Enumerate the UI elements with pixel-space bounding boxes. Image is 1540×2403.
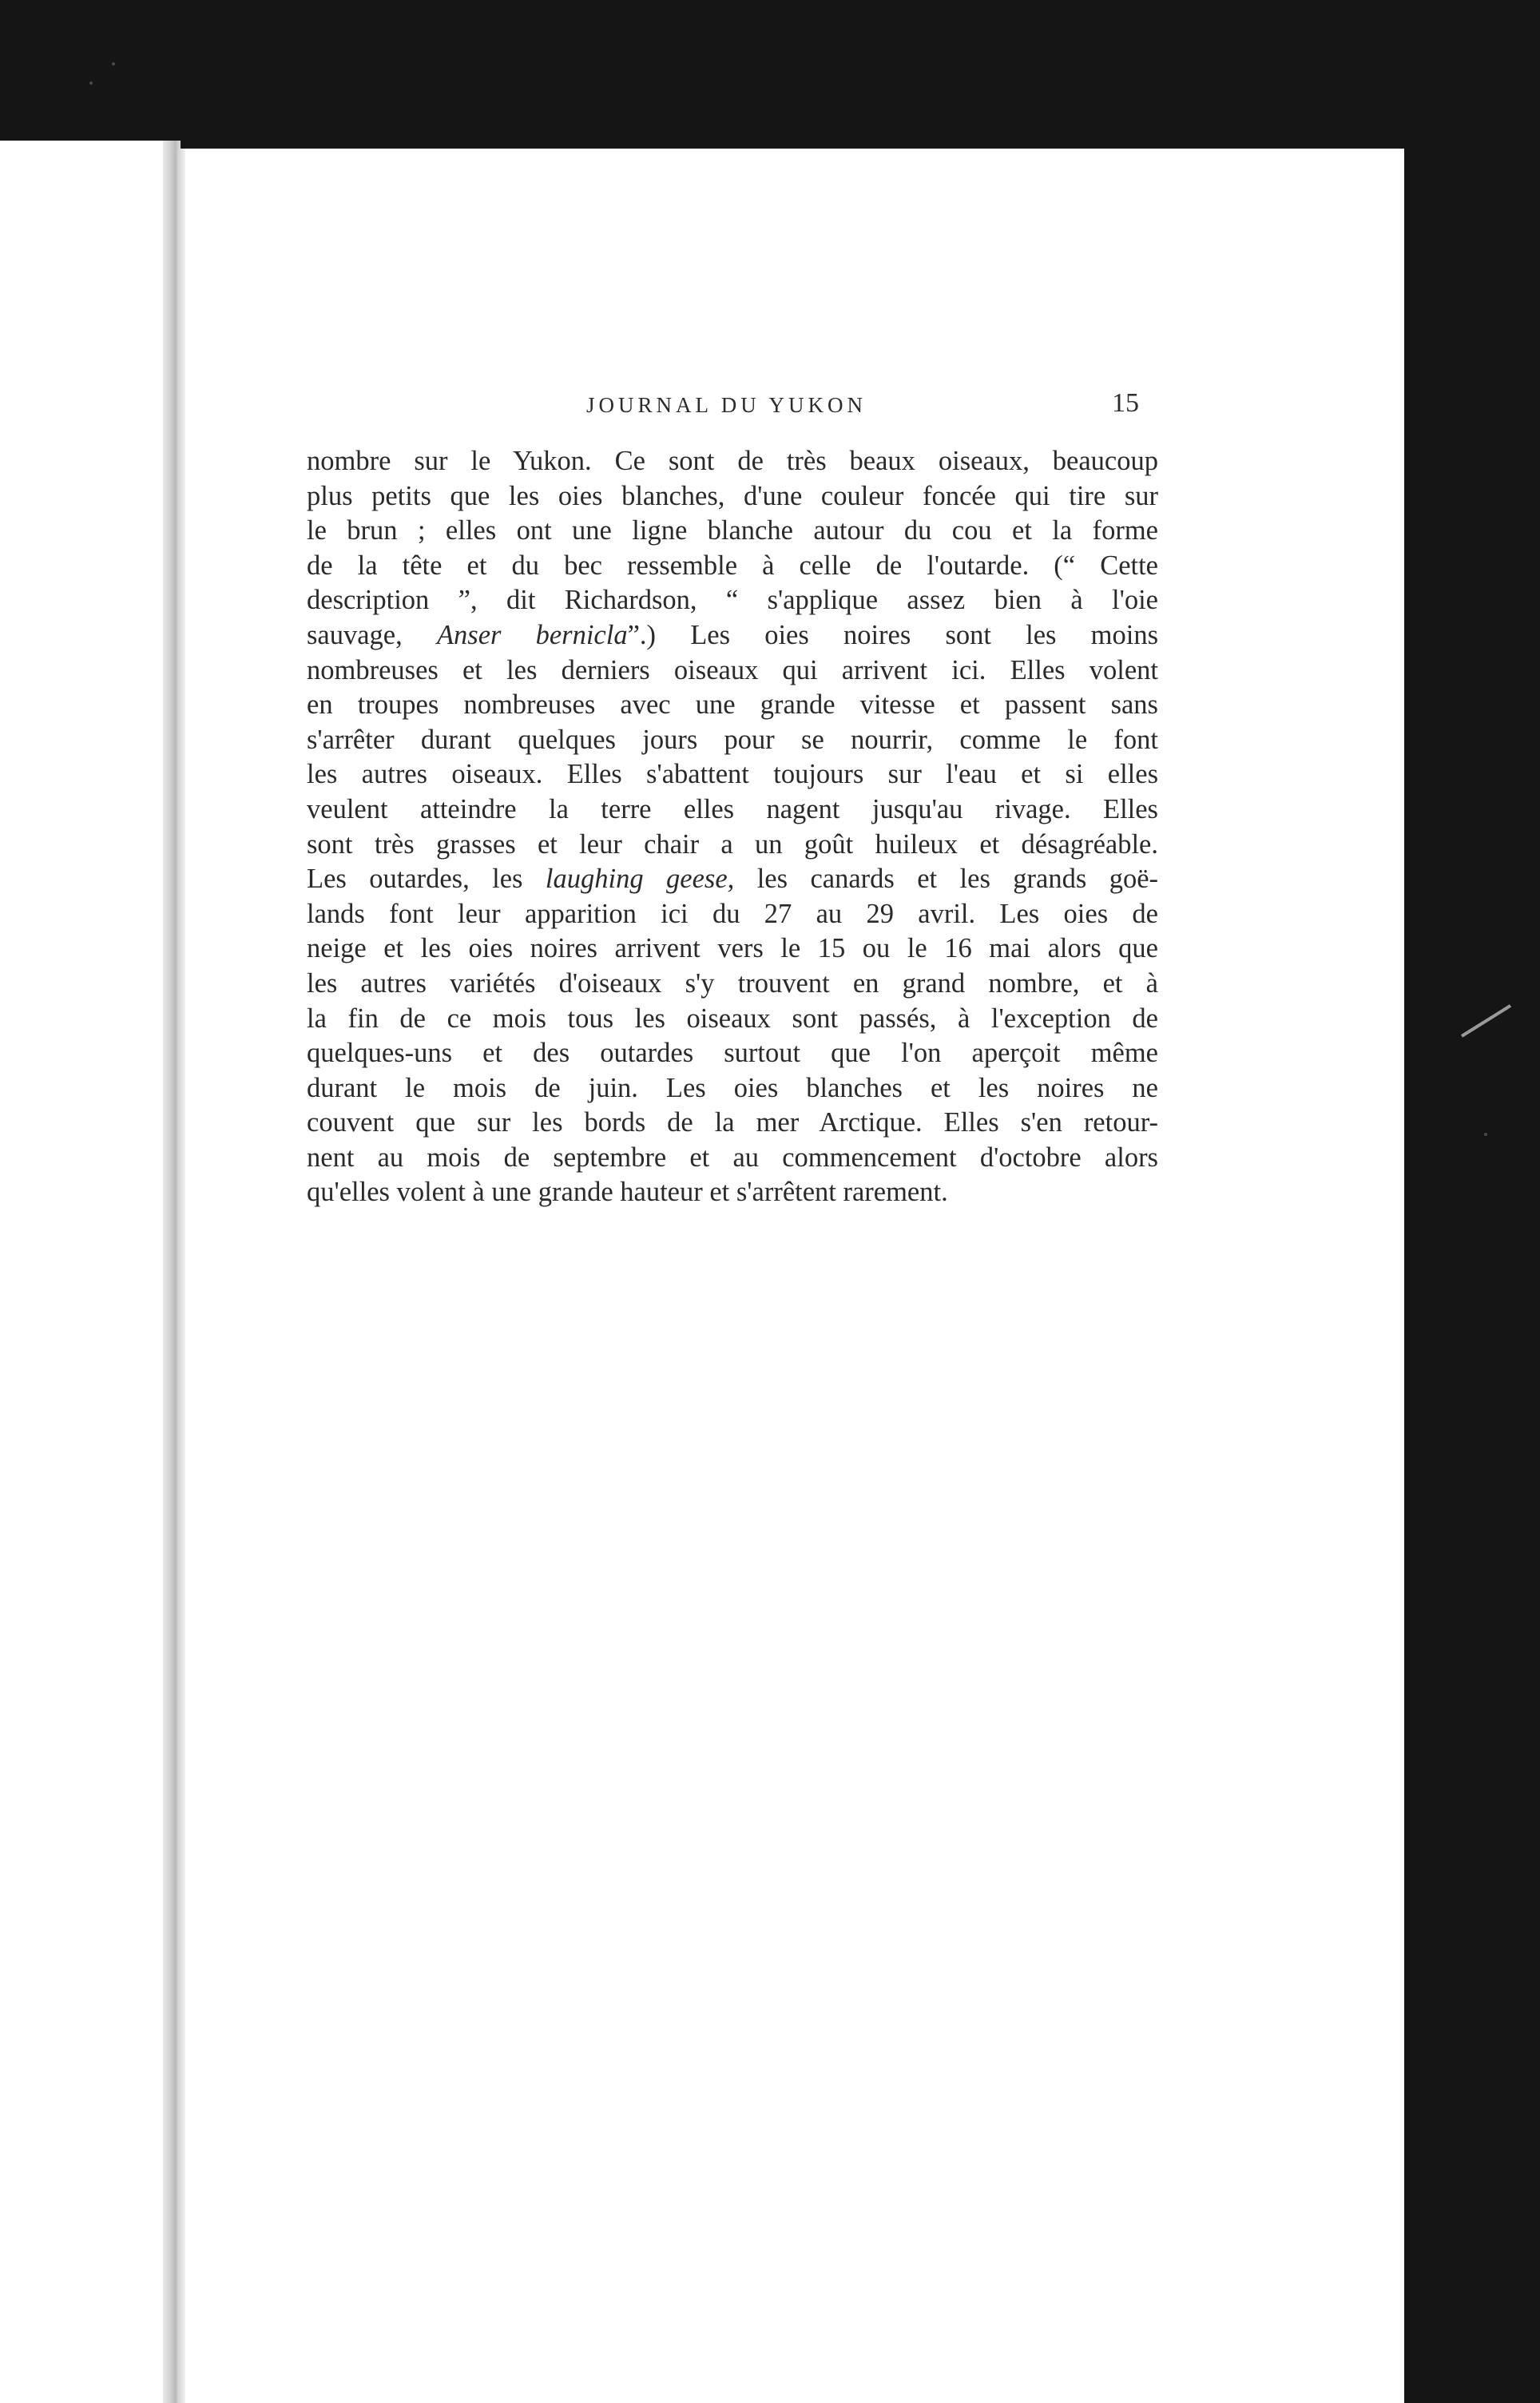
text-line: en troupes nombreuses avec une grande vitesse et passent sans: [307, 689, 1158, 721]
text-line: nent au mois de septembre et au commencement d'octobre alors: [307, 1142, 1158, 1173]
page-gutter: [177, 149, 185, 2403]
text-line: sont très grasses et leur chair a un goût huileux et désagréable.: [307, 828, 1158, 860]
text-line: qu'elles volent à une grande hauteur et s'arrêtent rarement.: [307, 1177, 948, 1208]
text-line: durant le mois de juin. Les oies blanches et les noires ne: [307, 1072, 1158, 1103]
book-page: [177, 149, 1404, 2403]
text-line: couvent que sur les bords de la mer Arctique. Elles s'en retour-: [307, 1107, 1158, 1138]
text-line: neige et les oies noires arrivent vers le 15 ou le 16 mai alors que: [307, 933, 1158, 964]
running-head: JOURNAL DU YUKON: [586, 393, 867, 417]
text-line: nombre sur le Yukon. Ce sont de très beaux oiseaux, beaucoup: [307, 446, 1158, 476]
film-dust-speck: [89, 81, 93, 85]
text-line: les autres oiseaux. Elles s'abattent toujours sur l'eau et si elles: [307, 759, 1158, 790]
italic-term: laughing geese,: [545, 864, 735, 895]
text-line: Les outardes, les laughing geese, les canards et les grands goë-: [307, 864, 1158, 895]
text-line: le brun ; elles ont une ligne blanche autour du cou et la forme: [307, 515, 1158, 546]
text-line: la fin de ce mois tous les oiseaux sont passés, à l'exception de: [307, 1003, 1158, 1034]
film-dust-speck: [112, 62, 115, 66]
text-line: veulent atteindre la terre elles nagent jusqu'au rivage. Elles: [307, 793, 1158, 824]
page-number: 15: [1112, 388, 1139, 418]
body-paragraph: [307, 444, 1158, 1210]
text-line: description ”, dit Richardson, “ s'applique assez bien à l'oie: [307, 585, 1158, 616]
text-line: plus petits que les oies blanches, d'une couleur foncée qui tire sur: [307, 480, 1158, 511]
text-line: lands font leur apparition ici du 27 au 29 avril. Les oies de: [307, 898, 1158, 929]
text-line: s'arrêter durant quelques jours pour se nourrir, comme le font: [307, 724, 1158, 755]
text-line: les autres variétés d'oiseaux s'y trouvent en grand nombre, et à: [307, 967, 1158, 999]
text-line: quelques-uns et des outardes surtout que l'on aperçoit même: [307, 1038, 1158, 1069]
previous-page-edge: [0, 141, 168, 2403]
italic-term: Anser bernicla: [436, 619, 628, 650]
film-dust-speck: [1484, 1133, 1487, 1136]
text-line: nombreuses et les derniers oiseaux qui arrivent ici. Elles volent: [307, 654, 1158, 685]
text-line: de la tête et du bec ressemble à celle de l'outarde. (“ Cette: [307, 550, 1158, 581]
text-line: sauvage, Anser bernicla”.) Les oies noires sont les moins: [307, 619, 1159, 650]
